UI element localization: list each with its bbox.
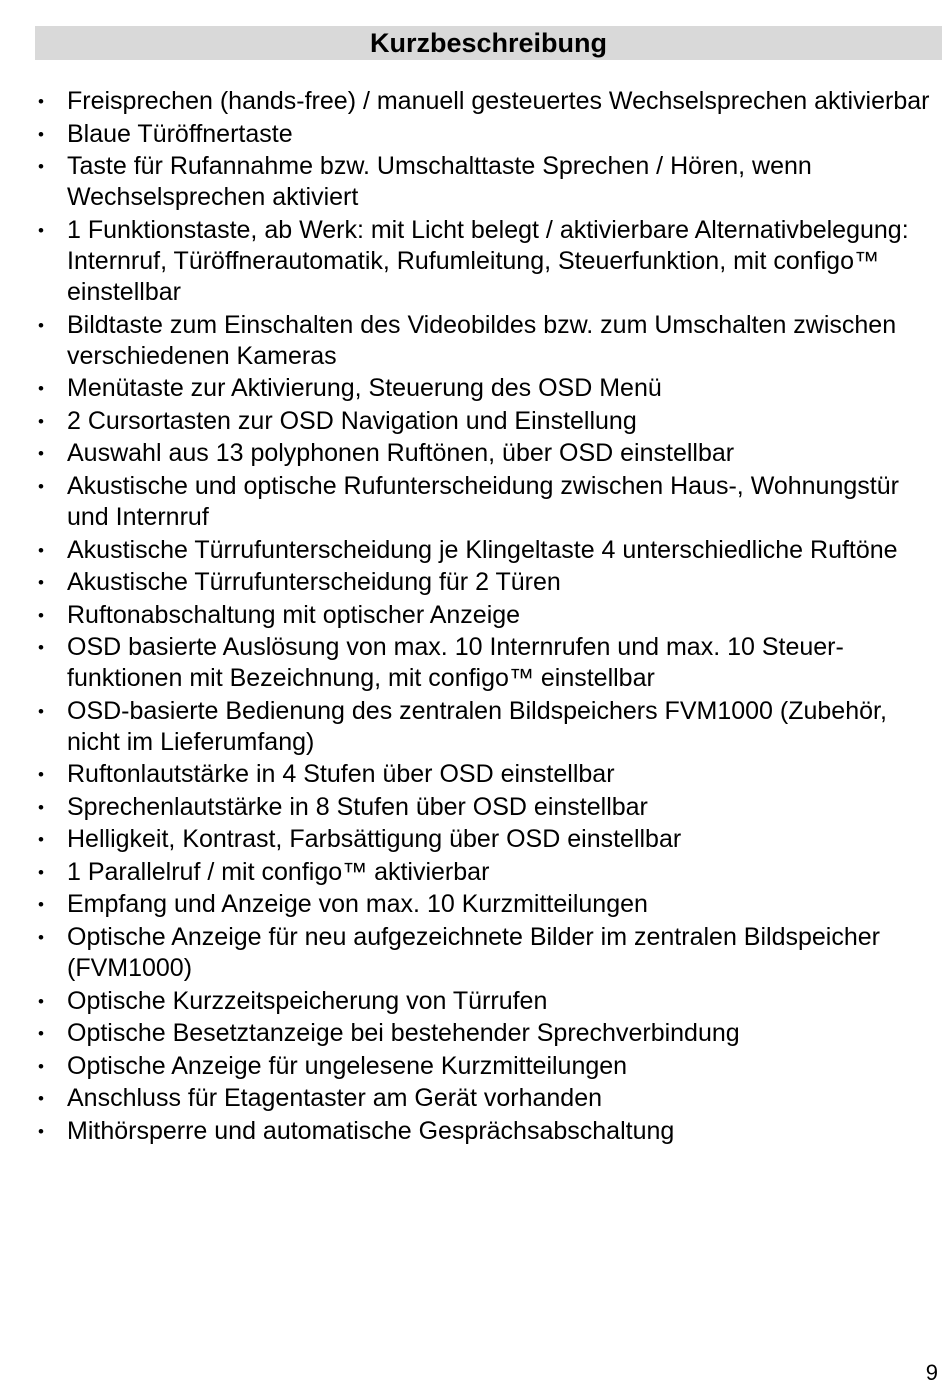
bullet-icon: • — [38, 991, 44, 1011]
list-item-text: Akustische Türrufunterscheidung für 2 Türen — [67, 568, 561, 597]
list-item-text: Taste für Rufannahme bzw. Umschalttaste Sprechen / Hören, wenn Wechselsprechen aktiviert — [67, 152, 812, 212]
list-item-text: Menütaste zur Aktivierung, Steuerung des OSD Menü — [67, 374, 662, 403]
list-item — [0, 151, 945, 213]
list-item — [0, 600, 945, 631]
list-item — [0, 824, 945, 855]
list-item-text: Akustische und optische Rufunterscheidung zwischen Haus-, Wohnungstür und Internruf — [67, 471, 899, 532]
bullet-icon: • — [38, 638, 44, 658]
list-item-text: Optische Anzeige für neu aufgezeichnete Bilder im zentralen Bildspeicher (FVM1000) — [67, 922, 880, 983]
list-item-text: Empfang und Anzeige von max. 10 Kurzmitteilungen — [67, 890, 648, 919]
list-item — [0, 567, 945, 598]
list-item-text: Auswahl aus 13 polyphonen Ruftönen, über OSD einstellbar — [67, 439, 735, 468]
list-item-text: Mithörsperre und automatische Gesprächsabschaltung — [67, 1116, 675, 1145]
list-item-text: Optische Kurzzeitspeicherung von Türrufen — [67, 986, 548, 1015]
list-item-text: Ruftonlautstärke in 4 Stufen über OSD einstellbar — [67, 760, 615, 789]
bullet-icon: • — [38, 157, 44, 176]
bullet-icon: • — [38, 411, 44, 431]
bullet-icon: • — [38, 220, 44, 240]
list-item-text: Helligkeit, Kontrast, Farbsättigung über OSD einstellbar — [67, 825, 682, 854]
bullet-icon: • — [38, 1024, 44, 1044]
bullet-icon: • — [38, 379, 44, 399]
list-item-text: Blaue Türöffnertaste — [67, 119, 293, 148]
list-item-text: 2 Cursortasten zur OSD Navigation und Einstellung — [67, 406, 637, 435]
list-item — [0, 119, 945, 150]
list-item — [0, 986, 945, 1017]
list-item — [0, 215, 945, 309]
list-item — [0, 1083, 945, 1114]
page-title: Kurzbeschreibung — [35, 26, 942, 60]
list-item-text: 1 Funktionstaste, ab Werk: mit Licht belegt / aktivierbare Alternativbelegung: Internruf, Türöffnerautomatik, Rufumleitung, Steuerfunktion, mit configo™ einstellbar — [67, 215, 909, 307]
list-item — [0, 857, 945, 888]
list-item-text: Akustische Türrufunterscheidung je Klingeltaste 4 unterschiedliche Ruftöne — [67, 535, 898, 564]
list-item-text: Optische Besetztanzeige bei bestehender Sprechverbindung — [67, 1019, 740, 1048]
list-item — [0, 310, 945, 372]
page-number: 9 — [925, 1360, 938, 1385]
list-item — [0, 759, 945, 790]
bullet-icon: • — [38, 476, 44, 496]
bullet-icon: • — [38, 895, 44, 915]
bullet-icon: • — [38, 1056, 44, 1076]
list-item-text: Optische Anzeige für ungelesene Kurzmitteilungen — [67, 1051, 628, 1080]
list-item-text: OSD-basierte Bedienung des zentralen Bildspeichers FVM1000 (Zubehör, nicht im Lieferumfang) — [67, 696, 887, 756]
list-item-text: Ruftonabschaltung mit optischer Anzeige — [67, 600, 521, 629]
bullet-icon: • — [38, 573, 44, 593]
list-item — [0, 86, 945, 117]
bullet-icon: • — [38, 862, 44, 882]
bullet-icon: • — [38, 315, 44, 335]
list-item — [0, 696, 945, 758]
list-item-text: Freisprechen (hands-free) / manuell gesteuertes Wechselsprechen aktivierbar — [67, 87, 930, 115]
list-item — [0, 889, 945, 920]
list-item — [0, 922, 945, 984]
list-item — [0, 1018, 945, 1049]
feature-list — [0, 86, 945, 1148]
bullet-icon: • — [38, 701, 44, 721]
list-item-text: OSD basierte Auslösung von max. 10 Internrufen und max. 10 Steuer-funktionen mit Bezeichnung, mit configo™ einstellbar — [67, 633, 844, 693]
list-item — [0, 632, 945, 694]
list-item — [0, 438, 945, 469]
bullet-icon: • — [38, 765, 44, 785]
bullet-icon: • — [38, 605, 44, 625]
list-item — [0, 792, 945, 823]
bullet-icon: • — [38, 797, 44, 817]
list-item — [0, 373, 945, 404]
list-item — [0, 1051, 945, 1082]
bullet-icon: • — [38, 540, 44, 560]
bullet-icon: • — [38, 1089, 44, 1109]
bullet-icon: • — [38, 92, 44, 111]
list-item — [0, 1116, 945, 1147]
list-item-text: Anschluss für Etagentaster am Gerät vorhanden — [67, 1084, 603, 1113]
list-item-text: Bildtaste zum Einschalten des Videobildes bzw. zum Umschalten zwischen verschiedenen Kameras — [67, 310, 897, 370]
bullet-icon: • — [38, 830, 44, 850]
list-item-text: Sprechenlautstärke in 8 Stufen über OSD einstellbar — [67, 792, 648, 821]
list-item — [0, 535, 945, 566]
list-item — [0, 406, 945, 437]
list-item-text: 1 Parallelruf / mit configo™ aktivierbar — [67, 857, 490, 886]
bullet-icon: • — [38, 124, 44, 144]
bullet-icon: • — [38, 927, 44, 947]
bullet-icon: • — [38, 1121, 44, 1141]
bullet-icon: • — [38, 444, 44, 464]
list-item — [0, 471, 945, 533]
